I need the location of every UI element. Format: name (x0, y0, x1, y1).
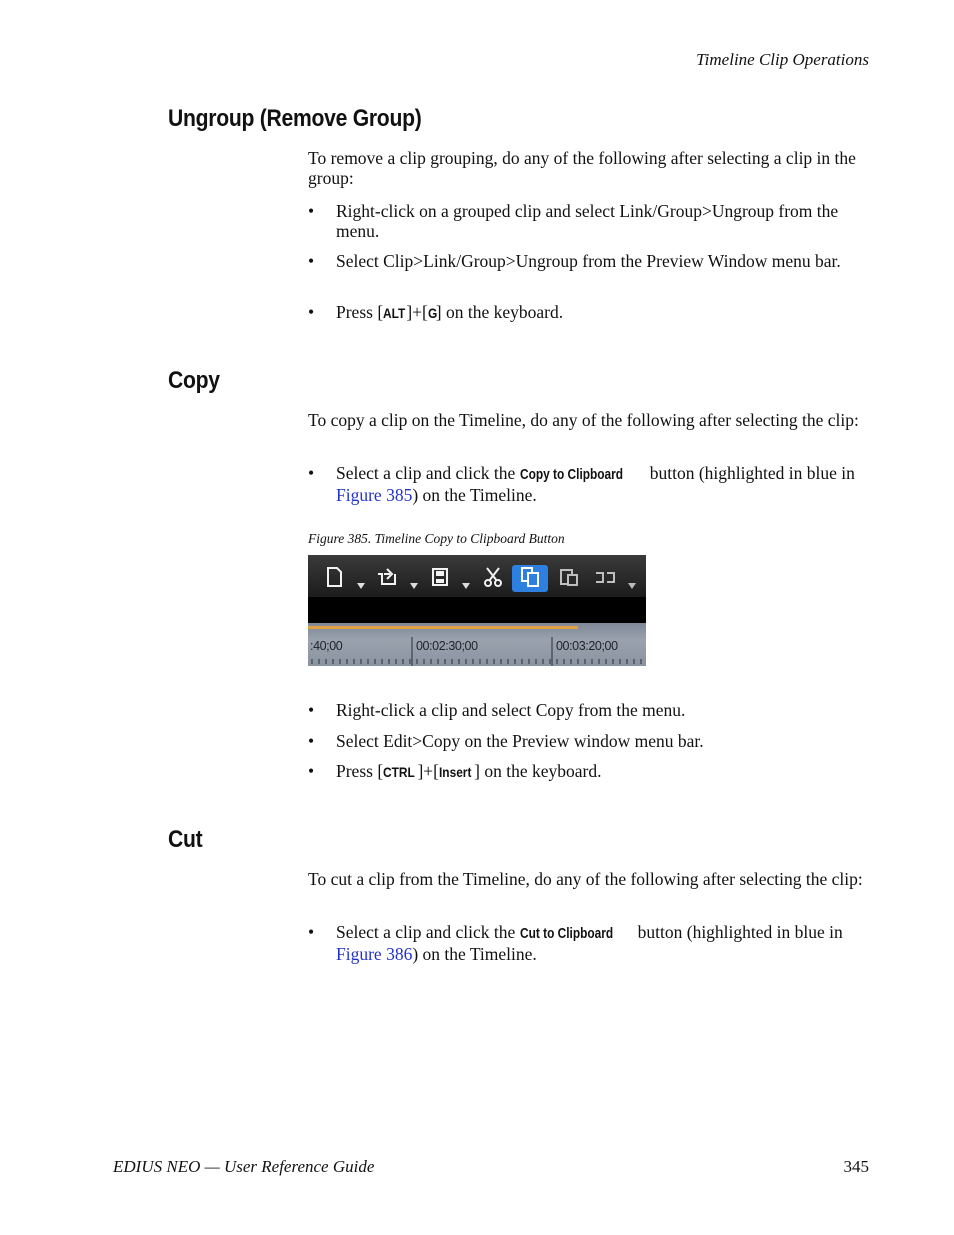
running-header: Timeline Clip Operations (696, 50, 869, 69)
timecode-label: :40;00 (310, 639, 343, 653)
figure-link[interactable]: Figure 386 (336, 944, 413, 964)
key-label: ALT (383, 305, 406, 321)
chevron-down-icon[interactable] (410, 583, 418, 589)
cut-intro: To cut a clip from the Timeline, do any of the following after selecting the clip: (308, 869, 863, 889)
timecode-label: 00:03:20;00 (556, 639, 618, 653)
link-icon[interactable] (594, 566, 616, 588)
timecode-label: 00:02:30;00 (416, 639, 478, 653)
key-label: Insert (439, 764, 472, 780)
figure-caption: Figure 385. Timeline Copy to Clipboard Button (308, 531, 565, 546)
open-icon[interactable] (376, 566, 398, 588)
toolbar (308, 555, 646, 597)
list-item: • Press [CTRL ]+[Insert ] on the keyboard. (308, 761, 602, 781)
list-item: • Right-click a clip and select Copy from the menu. (308, 700, 686, 720)
section-heading-copy: Copy (168, 367, 220, 394)
list-item: • Select a clip and click the Cut to Clipboard button (highlighted in blue in Figure 386) on the Timeline. (308, 922, 843, 964)
ui-button-name: Cut to Clipboard (519, 926, 613, 942)
footer-title: EDIUS NEO — User Reference Guide (113, 1157, 375, 1176)
figure-link[interactable]: Figure 385 (336, 485, 413, 505)
list-item: • Press [ALT]+[G] on the keyboard. (308, 302, 564, 322)
list-item: • Select Edit>Copy on the Preview window menu bar. (308, 731, 704, 751)
ui-button-name: Copy to Clipboard (519, 467, 623, 483)
cut-icon[interactable] (482, 566, 504, 588)
chevron-down-icon[interactable] (462, 583, 470, 589)
chevron-down-icon[interactable] (357, 583, 365, 589)
section-heading-ungroup: Ungroup (Remove Group) (168, 105, 422, 132)
key-label: G (427, 305, 438, 321)
ungroup-intro: To remove a clip grouping, do any of the following after selecting a clip in the group: (308, 148, 856, 188)
paste-icon[interactable] (558, 566, 580, 588)
list-item: • Select Clip>Link/Group>Ungroup from the Preview Window menu bar. (308, 251, 841, 271)
new-sequence-icon[interactable] (324, 566, 346, 588)
section-heading-cut: Cut (168, 826, 203, 853)
render-range-bar (308, 626, 578, 629)
list-item: • Right-click on a grouped clip and select Link/Group>Ungroup from the menu. (308, 201, 839, 241)
save-icon[interactable] (429, 566, 451, 588)
track-area (308, 597, 646, 623)
timeline-toolbar-figure (308, 555, 646, 666)
chevron-down-icon[interactable] (628, 583, 636, 589)
copy-intro: To copy a clip on the Timeline, do any of the following after selecting the clip: (308, 410, 859, 430)
key-label: CTRL (383, 764, 415, 780)
page-number: 345 (843, 1157, 869, 1176)
list-item: • Select a clip and click the Copy to Clipboard button (highlighted in blue in Figure 385) on the Timeline. (308, 463, 855, 505)
copy-to-clipboard-icon[interactable] (519, 566, 541, 588)
